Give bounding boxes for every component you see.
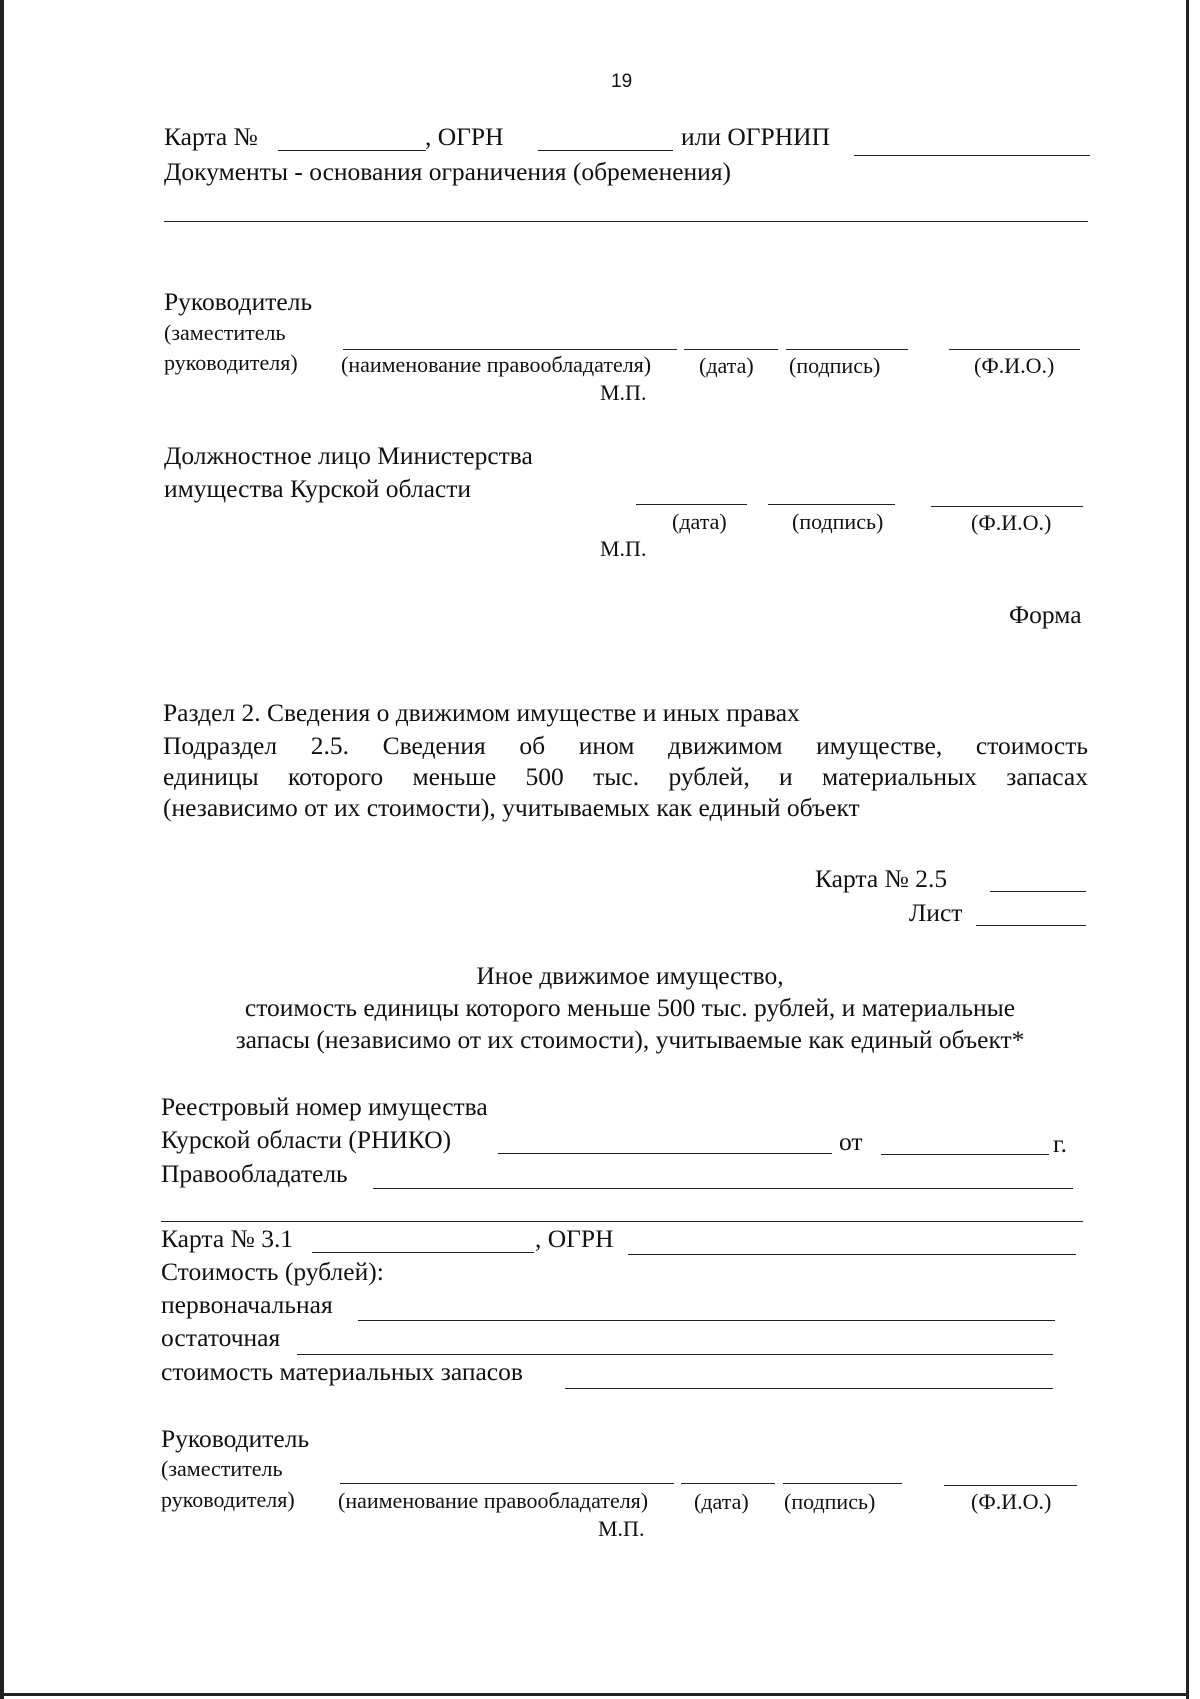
official-cap-signature: (подпись) xyxy=(792,509,884,534)
top-ogrnip-label: или ОГРНИП xyxy=(681,122,830,151)
page-number: 19 xyxy=(611,71,633,92)
registry-line2: Курской области (РНИКО) xyxy=(161,1125,452,1154)
sign2-cap-date: (дата) xyxy=(694,1489,749,1514)
official-mp: М.П. xyxy=(600,536,647,561)
scan-border-right xyxy=(1186,0,1189,1699)
registry-holder-blank[interactable] xyxy=(373,1188,1073,1189)
scan-border-bottom xyxy=(0,1693,1189,1696)
object-heading-line-1: Иное движимое имущество, xyxy=(476,961,784,990)
sign2-signature-blank[interactable] xyxy=(783,1483,902,1484)
official-cap-date: (дата) xyxy=(672,509,727,534)
sign2-cap-signature: (подпись) xyxy=(784,1489,876,1514)
sign2-cap-holder: (наименование правообладателя) xyxy=(338,1488,649,1513)
card-ref-karta: Карта № 2.5 xyxy=(815,864,948,893)
card31-cost-title: Стоимость (рублей): xyxy=(161,1257,384,1286)
object-heading xyxy=(163,960,1097,1056)
sign1-cap-holder: (наименование правообладателя) xyxy=(341,352,652,377)
card-ref-list-blank[interactable] xyxy=(976,925,1086,926)
sign2-fio-blank[interactable] xyxy=(944,1485,1077,1486)
registry-holder-label: Правообладатель xyxy=(161,1159,348,1188)
subsection-line-2: единицы которого меньше 500 тыс. рублей, и материальных запасах xyxy=(163,762,1088,791)
card31-karta: Карта № 3.1 xyxy=(161,1224,294,1253)
sign2-holder-blank[interactable] xyxy=(340,1483,674,1484)
card31-residual-blank[interactable] xyxy=(297,1354,1053,1355)
sign1-sub1: (заместитель xyxy=(164,320,286,345)
top-karta-blank[interactable] xyxy=(278,150,426,151)
scan-border-left xyxy=(0,0,4,1699)
card31-residual-label: остаточная xyxy=(161,1323,281,1352)
sign1-signature-blank[interactable] xyxy=(786,349,908,350)
sign1-fio-blank[interactable] xyxy=(949,349,1080,350)
card31-initial-blank[interactable] xyxy=(358,1320,1055,1321)
card31-materials-blank[interactable] xyxy=(565,1388,1053,1389)
official-line2: имущества Курской области xyxy=(164,474,471,503)
sign2-sub2: руководителя) xyxy=(161,1487,295,1512)
registry-holder-blank-2[interactable] xyxy=(161,1221,1083,1222)
card-ref-karta-blank[interactable] xyxy=(990,891,1086,892)
official-date-blank[interactable] xyxy=(636,504,747,505)
registry-rniko-blank[interactable] xyxy=(498,1153,832,1154)
sign1-cap-signature: (подпись) xyxy=(789,353,881,378)
documents-label: Документы - основания ограничения (обременения) xyxy=(164,157,732,186)
sign1-cap-date: (дата) xyxy=(699,353,754,378)
sign1-mp: М.П. xyxy=(600,380,647,405)
official-cap-fio: (Ф.И.О.) xyxy=(971,510,1052,535)
registry-line1: Реестровый номер имущества xyxy=(161,1092,488,1121)
forma-label: Форма xyxy=(1009,600,1082,629)
sign2-date-blank[interactable] xyxy=(681,1483,775,1484)
sign2-cap-fio: (Ф.И.О.) xyxy=(971,1489,1052,1514)
card31-karta-blank[interactable] xyxy=(312,1252,534,1253)
subsection-line-3: (независимо от их стоимости), учитываемых как единый объект xyxy=(163,793,860,822)
registry-year-suffix: г. xyxy=(1053,1129,1067,1158)
card31-ogrn: , ОГРН xyxy=(535,1224,614,1253)
sign1-date-blank[interactable] xyxy=(684,349,778,350)
subsection-text xyxy=(163,730,1088,823)
top-ogrnip-blank[interactable] xyxy=(854,155,1090,156)
sign2-mp: М.П. xyxy=(598,1516,645,1541)
top-karta-label: Карта № xyxy=(164,122,258,151)
official-signature-blank[interactable] xyxy=(768,504,895,505)
registry-ot: от xyxy=(839,1127,863,1156)
section-title: Раздел 2. Сведения о движимом имуществе и иных правах xyxy=(163,698,800,727)
subsection-line-1: Подраздел 2.5. Сведения об ином движимом имуществе, стоимость xyxy=(163,731,1088,760)
card31-ogrn-blank[interactable] xyxy=(628,1254,1076,1255)
sign2-sub1: (заместитель xyxy=(161,1456,283,1481)
object-heading-line-2: стоимость единицы которого меньше 500 тыс. рублей, и материальные xyxy=(244,993,1016,1022)
official-line1: Должностное лицо Министерства xyxy=(164,441,533,470)
documents-blank[interactable] xyxy=(164,221,1088,222)
card31-initial-label: первоначальная xyxy=(161,1290,333,1319)
sign1-cap-fio: (Ф.И.О.) xyxy=(974,353,1055,378)
top-ogrn-label: , ОГРН xyxy=(425,122,504,151)
sign1-title: Руководитель xyxy=(164,287,313,316)
registry-date-blank[interactable] xyxy=(881,1154,1049,1155)
sign1-holder-blank[interactable] xyxy=(343,349,677,350)
top-ogrn-blank[interactable] xyxy=(538,150,673,151)
official-fio-blank[interactable] xyxy=(931,506,1083,507)
sign1-sub2: руководителя) xyxy=(164,350,298,375)
card31-materials-label: стоимость материальных запасов xyxy=(161,1357,523,1386)
sign2-title: Руководитель xyxy=(161,1424,310,1453)
card-ref-list: Лист xyxy=(909,898,963,927)
object-heading-line-3: запасы (независимо от их стоимости), учитываемые как единый объект* xyxy=(235,1025,1025,1054)
